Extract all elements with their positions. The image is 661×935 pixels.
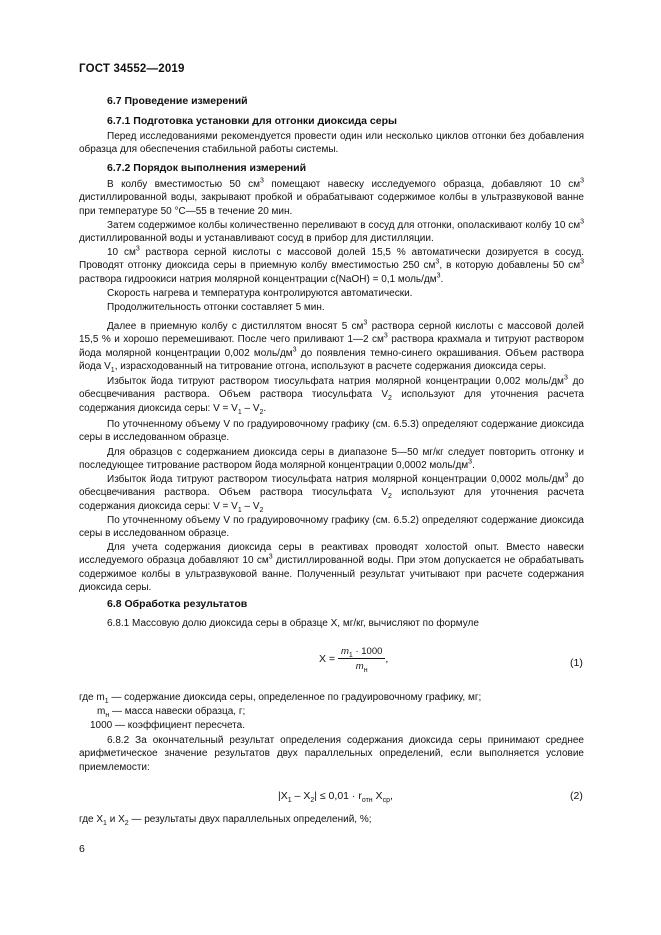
paragraph-blank-test: Для учета содержания диоксида серы в реактивах проводят холостой опыт. Вместо навески исследуемого образца добавляют 10 $см^3$ дистиллированной воды. При этом допускается не обрабатывать содержимое колбы в ультразвуковой ванне. Полученный результат учитывают при расчете содержания диоксида серы. bbox=[79, 542, 584, 594]
paragraph-6-8-1: 6.8.1 Массовую долю диоксида серы в образце X, мг/кг, вычисляют по формуле bbox=[107, 618, 479, 629]
paragraph-6-7-1: Перед исследованиями рекомендуется провести один или несколько циклов отгонки без добавления образца для обеспечения стабильной работы системы. bbox=[79, 131, 584, 156]
formula-1: X = $\frac{m_1 \cdot 1000}{m_н}$ , bbox=[319, 646, 389, 674]
paragraph-titration: Далее в приемную колбу с дистиллятом вносят 5 $см^3$ раствора серной кислоты с массовой долей 15,5 % и хорошо перемешивают. После чего приливают 1—2 $см^3$ раствора крахмала и титруют раствором йода молярной концентрации 0,002 моль/$дм^3$ до появления темно-синего окрашивания. Объем раствора йода $V_1$, израсходованный на титрование отгона, используют в расчете содержания диоксида серы. bbox=[79, 319, 585, 375]
paragraph-low-range: Для образцов с содержанием диоксида серы в диапазоне 5—50 мг/кг следует повторить отгонку и последующее титрование раствором йода молярной концентрации 0,0002 моль/$дм^3$. bbox=[79, 447, 584, 472]
paragraph-heating: Скорость нагрева и температура контролируются автоматически. bbox=[107, 288, 413, 299]
paragraph-distillation: 10 $см^3$ раствора серной кислоты с массовой долей 15,5 % автоматически дозируется в сосуд. Проводят отгонку диоксида серы в приемную колбу вместимостью 250 $см^3$, в которую добавлены 50 $см^3$ раствора гидроокиси натрия молярной концентрации c(NaOH) = 0,1 моль/$дм^3$. bbox=[79, 245, 585, 285]
paragraph-6-8-2: 6.8.2 За окончательный результат определения содержания диоксида серы принимают среднее арифметическое значение результатов двух параллельных определений, если выполняется условие приемлемости: bbox=[79, 735, 584, 773]
paragraph-calibration-652: По уточненному объему V по градуировочному графику (см. 6.5.2) определяют содержание диоксида серы в исследованном образце. bbox=[79, 515, 584, 540]
section-6-7-1-heading: 6.7.1 Подготовка установки для отгонки диоксида серы bbox=[107, 115, 397, 127]
formula-2-number: (2) bbox=[570, 790, 583, 802]
formula-1-fraction: $\frac{m_1 \cdot 1000}{m_н}$ bbox=[338, 646, 385, 672]
paragraph-flask-prep: В колбу вместимостью 50 $см^3$ помещают навеску исследуемого образца, добавляют 10 $см^3$ дистиллированной воды, закрывают пробкой и обрабатывают содержимое колбы в ультразвуковой ванне при температуре 50 °С—55 в течение 20 мин. bbox=[79, 177, 584, 217]
paragraph-duration: Продолжительность отгонки составляет 5 мин. bbox=[107, 302, 325, 313]
paragraph-iodine-excess-low: Избыток йода титруют раствором тиосульфата натрия молярной концентрации 0,0002 моль/$дм^3$ до обесцвечивания раствора. Объем раствора тиосульфата $V_2$ используют для уточнения расчета содержания диоксида серы: $V = V_1 - V_2$ bbox=[79, 472, 584, 514]
where-mn: $m_н$ — масса навески образца, г; bbox=[97, 706, 246, 719]
paragraph-calibration-653: По уточненному объему V по градуировочному графику (см. 6.5.3) определяют содержание диоксида серы в исследованном образце. bbox=[79, 419, 584, 444]
section-6-7-heading: 6.7 Проведение измерений bbox=[107, 95, 248, 107]
paragraph-iodine-excess: Избыток йода титруют раствором тиосульфата натрия молярной концентрации 0,002 моль/$дм^3$ до обесцвечивания раствора. Объем раствора тиосульфата $V_2$ используют для уточнения расчета содержания диоксида серы: $V = V_1 - V_2$. bbox=[79, 374, 584, 416]
formula-2: $|X_1 - X_2| \le 0,01 \cdot r_{отн}$ $X_{ср}$, bbox=[278, 790, 393, 805]
section-6-7-2-heading: 6.7.2 Порядок выполнения измерений bbox=[107, 162, 307, 174]
formula-1-number: (1) bbox=[570, 657, 583, 669]
where-m1: где $m_1$ — содержание диоксида серы, определенное по градуировочному графику, мг; bbox=[79, 692, 482, 705]
where-x1-x2: где $X_1$ и $X_2$ — результаты двух параллельных определений, %; bbox=[79, 814, 372, 827]
document-code: ГОСТ 34552—2019 bbox=[79, 63, 185, 75]
page-number: 6 bbox=[79, 843, 85, 855]
paragraph-transfer: Затем содержимое колбы количественно переливают в сосуд для отгонки, ополаскивают колбу 10 $см^3$ дистиллированной воды и устанавливают сосуд в прибор для дистилляции. bbox=[79, 218, 584, 245]
where-1000: 1000 — коэффициент пересчета. bbox=[90, 720, 245, 731]
section-6-8-heading: 6.8 Обработка результатов bbox=[107, 598, 248, 610]
